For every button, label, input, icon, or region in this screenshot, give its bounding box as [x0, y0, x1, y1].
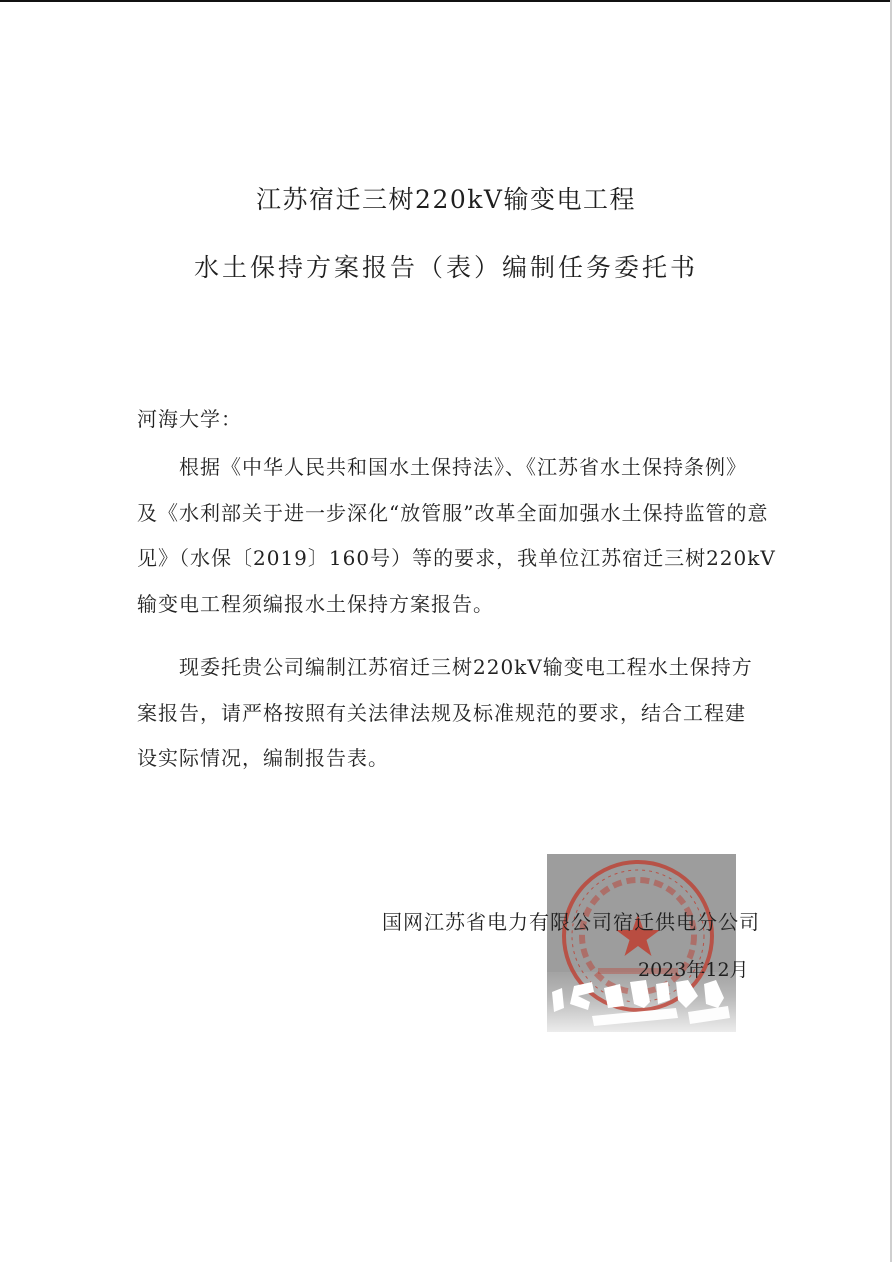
document-title-line-1: 江苏宿迁三树220kV输变电工程: [256, 185, 636, 214]
paragraph-line: 案报告，请严格按照有关法律法规及标准规范的要求，结合工程建: [137, 700, 746, 725]
paragraph-line: 及《水利部关于进一步深化“放管服”改革全面加强水土保持监管的意: [137, 500, 769, 525]
top-border-line: [0, 0, 892, 2]
signatory-company: 国网江苏省电力有限公司宿迁供电分公司: [382, 910, 760, 934]
paragraph-line: 输变电工程须编报水土保持方案报告。: [137, 591, 494, 616]
paragraph-line: 设实际情况，编制报告表。: [137, 746, 389, 770]
paragraph-line: 根据《中华人民共和国水土保持法》、《江苏省水土保持条例》: [137, 455, 747, 479]
paragraph-line: 见》（水保〔2019〕160号）等的要求，我单位江苏宿迁三树220kV: [137, 546, 776, 570]
body-paragraph-1: [137, 445, 776, 627]
body-paragraph-2: [137, 645, 752, 782]
signature-scribble-icon: [548, 978, 736, 1034]
document-title-line-2: 水土保持方案报告（表）编制任务委托书: [193, 253, 698, 282]
signing-date: 2023年12月: [638, 959, 749, 981]
salutation: 河海大学：: [137, 407, 242, 431]
paragraph-line: 现委托贵公司编制江苏宿迁三树220kV输变电工程水土保持方: [137, 655, 753, 679]
